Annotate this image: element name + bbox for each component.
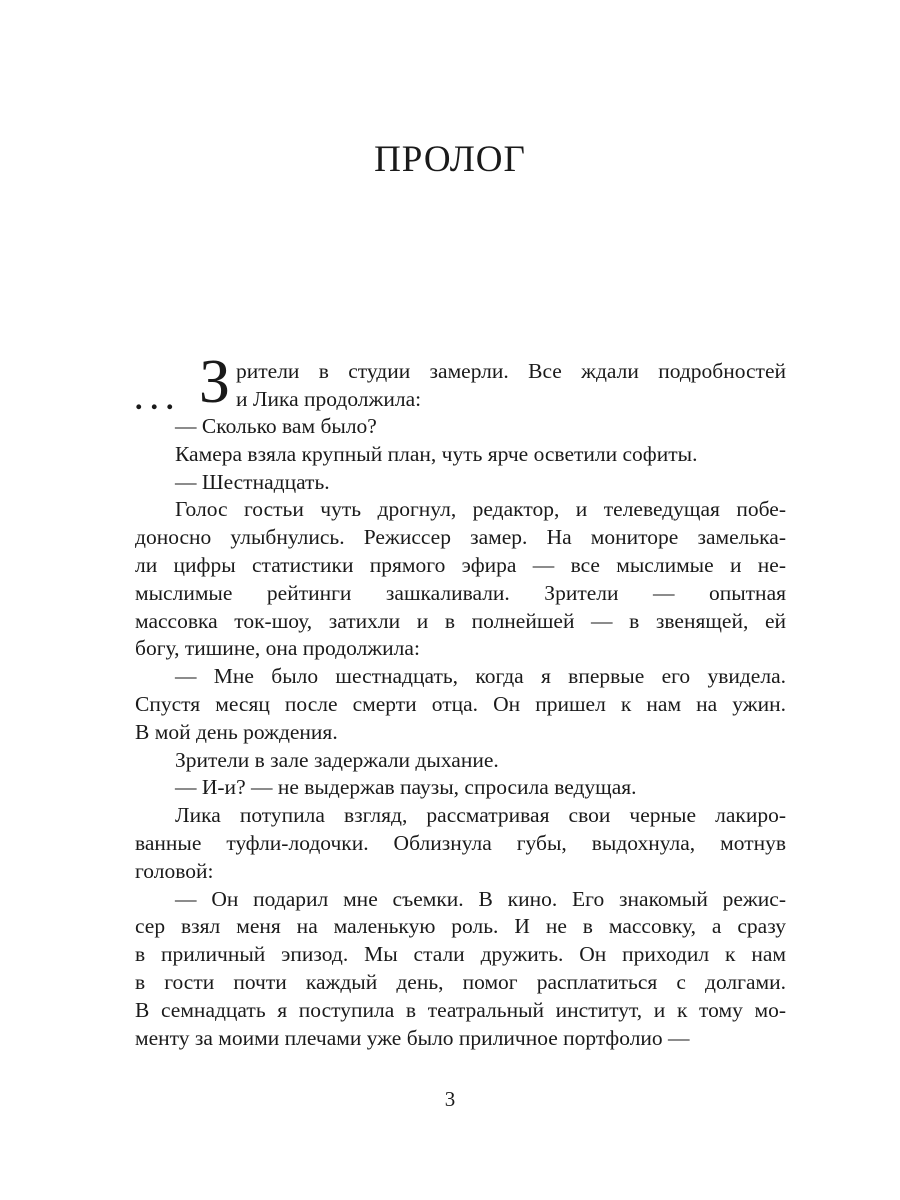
text-line: Спустя месяц после смерти отца. Он пришел к нам на ужин. <box>135 691 786 716</box>
opening-paragraph <box>135 348 786 416</box>
text-line: ванные туфли-лодочки. Облизнула губы, выдохнула, мотнув <box>135 830 786 855</box>
text-line: — Сколько вам было? <box>175 414 377 438</box>
paragraph <box>135 802 786 885</box>
paragraph <box>135 774 786 802</box>
paragraph <box>135 469 786 497</box>
opening-line: рители в студии замерли. Все ждали подробностей <box>236 359 786 383</box>
opening-ellipsis: ... <box>135 383 182 416</box>
text-line: в гости почти каждый день, помог расплатиться с долгами. <box>135 969 786 994</box>
text-line: — Мне было шестнадцать, когда я впервые его увидела. <box>175 664 786 689</box>
text-line: ли цифры статистики прямого эфира — все мыслимые и не- <box>135 552 786 577</box>
text-line: — И-и? — не выдержав паузы, спросила ведущая. <box>175 775 637 800</box>
text-line: в приличный эпизод. Мы стали дружить. Он приходил к нам <box>135 942 786 967</box>
text-line: менту за моими плечами уже было приличное портфолио — <box>135 1025 690 1050</box>
text-line: В мой день рождения. <box>135 719 338 744</box>
paragraph <box>135 496 786 663</box>
text-line: головой: <box>135 858 214 883</box>
drop-cap: З <box>199 348 231 416</box>
text-line: Лика потупила взгляд, рассматривая свои черные лакиро- <box>175 803 786 828</box>
opening-line: и Лика продолжила: <box>236 387 422 411</box>
text-line: Камера взяла крупный план, чуть ярче осветили софиты. <box>175 441 698 466</box>
text-line: В семнадцать я поступила в театральный институт, и к тому мо- <box>135 997 786 1022</box>
paragraph <box>135 663 786 746</box>
chapter-title: ПРОЛОГ <box>374 139 526 180</box>
paragraph <box>135 441 786 469</box>
text-line: массовка ток-шоу, затихли и в полнейшей — в звенящей, ей <box>135 608 786 633</box>
text-line: — Шестнадцать. <box>175 469 330 494</box>
paragraph <box>135 886 786 1053</box>
text-line: Зрители в зале задержали дыхание. <box>175 747 499 772</box>
text-line: Голос гостьи чуть дрогнул, редактор, и телеведущая побе- <box>175 497 786 522</box>
paragraph <box>135 413 786 441</box>
text-line: доносно улыбнулись. Режиссер замер. На мониторе замелька- <box>135 525 786 550</box>
text-line: — Он подарил мне съемки. В кино. Его знакомый режис- <box>175 886 786 911</box>
page-number: 3 <box>444 1087 456 1111</box>
text-line: мыслимые рейтинги зашкаливали. Зрители — опытная <box>135 580 786 605</box>
body-text <box>135 413 786 1052</box>
text-line: сер взял меня на маленькую роль. И не в массовку, а сразу <box>135 914 786 939</box>
paragraph <box>135 747 786 775</box>
text-line: богу, тишине, она продолжила: <box>135 636 420 661</box>
